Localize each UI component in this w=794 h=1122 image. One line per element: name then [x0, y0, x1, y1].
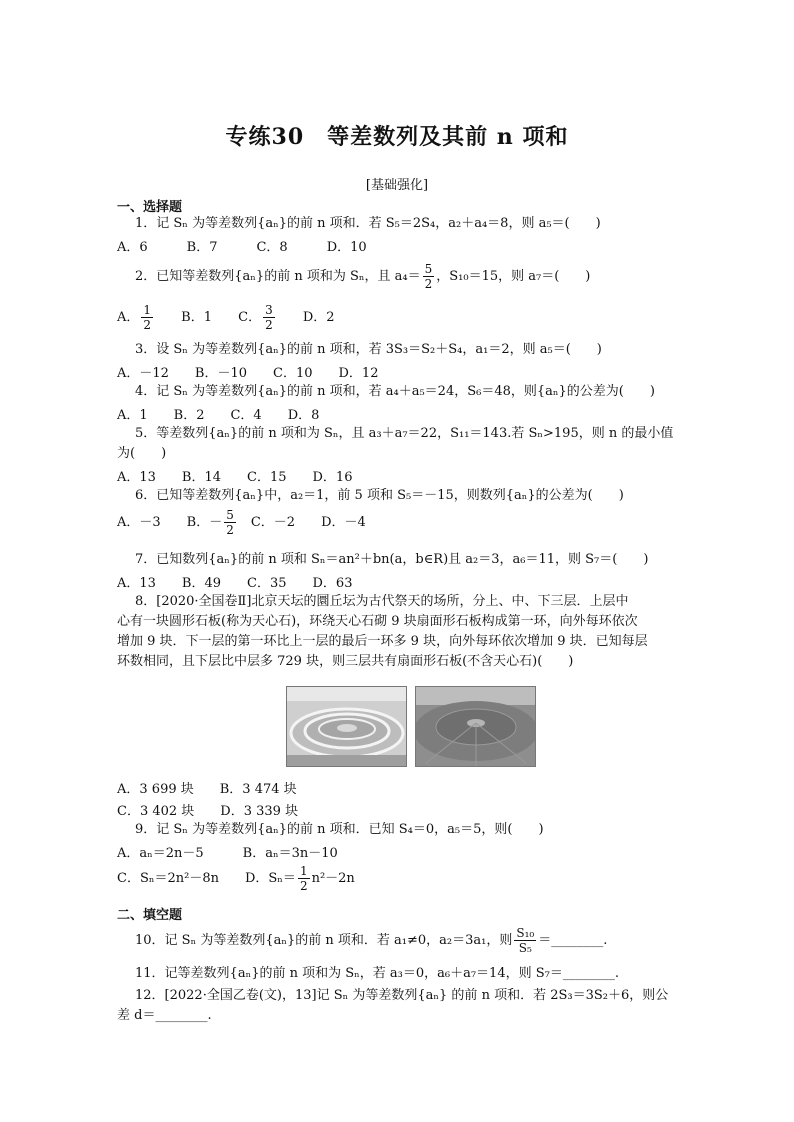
section-fill-heading: 二、填空题 — [117, 908, 183, 923]
question-3: 3．设 Sₙ 为等差数列{aₙ}的前 n 项和，若 3S₃＝S₂＋S₄，a₁＝2，则 a₅＝( ) — [135, 342, 602, 357]
option-c-and-d-label: C．Sₙ＝2n²－8n D．Sₙ＝ — [117, 871, 296, 886]
question-8-line-3: 增加 9 块．下一层的第一环比上一层的最后一环多 9 块，向外每环依次增加 9 块．已知每层 — [117, 634, 648, 649]
question-7: 7．已知数列{aₙ}的前 n 项和 Sₙ＝an²＋bn(a，b∈R)且 a₂＝3，a₆＝11，则 S₇＝( ) — [135, 552, 649, 567]
question-10-text-pre: 10．记 Sₙ 为等差数列{aₙ}的前 n 项和．若 a₁≠0，a₂＝3a₁，则 — [135, 933, 513, 948]
question-12-line-2: 差 d＝________. — [117, 1008, 212, 1023]
option-c-fraction — [263, 303, 275, 332]
option-b: B．1 — [181, 310, 212, 325]
question-4-options: A．1 B．2 C．4 D．8 — [117, 408, 320, 423]
fraction-denominator: S₅ — [518, 941, 532, 955]
fraction-denominator: 2 — [265, 318, 273, 332]
option-d: D．2 — [302, 310, 335, 325]
option-d-tail: n²－2n — [311, 871, 355, 886]
question-9-options-row-2 — [117, 864, 355, 893]
page-title: 专练30 等差数列及其前 n 项和 — [225, 124, 569, 150]
question-2-options — [117, 303, 335, 332]
question-10-fraction — [514, 926, 536, 955]
question-5-line-2: 为( ) — [117, 446, 167, 461]
question-2-text-post: ，S₁₀＝15，则 a₇＝( ) — [436, 269, 591, 284]
question-9: 9．记 Sₙ 为等差数列{aₙ}的前 n 项和．已知 S₄＝0，a₅＝5，则( ) — [135, 822, 544, 837]
altar-photo-right — [415, 686, 536, 767]
question-10 — [135, 926, 607, 955]
option-a-b-label: A．－3 B．－ — [117, 515, 223, 530]
question-7-options: A．13 B．49 C．35 D．63 — [117, 576, 353, 591]
fraction-numerator: 1 — [143, 303, 152, 317]
section-choice-heading: 一、选择题 — [117, 200, 183, 215]
option-c-d: C．－2 D．－4 — [237, 515, 366, 530]
question-2 — [135, 262, 590, 291]
question-1: 1．记 Sₙ 为等差数列{aₙ}的前 n 项和．若 S₅＝2S₄，a₂＋a₄＝8，则 a₅＝( ) — [135, 216, 601, 231]
fraction-numerator: 5 — [424, 262, 433, 276]
question-8-line-2: 心有一块圆形石板(称为天心石)，环绕天心石砌 9 块扇面形石板构成第一环，向外每环依次 — [117, 614, 638, 629]
question-9-options-row-1: A．aₙ＝2n－5 B．aₙ＝3n－10 — [117, 846, 338, 861]
altar-photo-left — [286, 686, 407, 767]
fraction-denominator: 2 — [424, 277, 433, 291]
altar-rings-image — [287, 687, 406, 766]
question-8-options-row-2: C．3 402 块 D．3 339 块 — [117, 804, 299, 819]
question-1-options: A．6 B．7 C．8 D．10 — [117, 240, 367, 255]
question-2-text-pre: 2．已知等差数列{aₙ}的前 n 项和为 Sₙ，且 a₄＝ — [135, 269, 421, 284]
option-a-fraction — [141, 303, 153, 332]
option-a-label: A． — [117, 310, 140, 325]
fraction-denominator: 2 — [226, 523, 234, 537]
option-d-fraction — [298, 864, 310, 893]
fraction-numerator: S₁₀ — [516, 926, 535, 940]
question-4: 4．记 Sₙ 为等差数列{aₙ}的前 n 项和，若 a₄＋a₅＝24，S₆＝48，则{aₙ}的公差为( ) — [135, 384, 655, 399]
question-6: 6．已知等差数列{aₙ}中，a₂＝1，前 5 项和 S₅＝－15，则数列{aₙ}的公差为( ) — [135, 488, 624, 503]
question-11: 11．记等差数列{aₙ}的前 n 项和为 Sₙ，若 a₃＝0，a₆＋a₇＝14，则 S₇＝________. — [135, 966, 619, 981]
heart-stone-image — [416, 687, 535, 766]
question-8-line-4: 环数相同，且下层比中层多 729 块，则三层共有扇面形石板(不含天心石)( ) — [117, 654, 574, 669]
question-2-fraction — [423, 262, 435, 291]
fraction-numerator: 1 — [299, 864, 308, 878]
question-3-options: A．－12 B．－10 C．10 D．12 — [117, 366, 379, 381]
option-b-fraction — [224, 508, 236, 537]
fraction-denominator: 2 — [299, 879, 308, 893]
question-8-line-1: 8．[2020·全国卷Ⅱ]北京天坛的圜丘坛为古代祭天的场所，分上、中、下三层．上层中 — [135, 594, 629, 609]
question-8-options-row-1: A．3 699 块 B．3 474 块 — [117, 782, 297, 797]
subtitle: [基础强化] — [365, 178, 429, 193]
option-c-label: C． — [238, 310, 262, 325]
fraction-numerator: 5 — [226, 508, 234, 522]
fraction-numerator: 3 — [265, 303, 273, 317]
question-6-options — [117, 508, 366, 537]
question-5-options: A．13 B．14 C．15 D．16 — [117, 470, 353, 485]
fraction-denominator: 2 — [143, 318, 152, 332]
question-12-line-1: 12．[2022·全国乙卷(文)，13]记 Sₙ 为等差数列{aₙ} 的前 n 项和．若 2S₃＝3S₂＋6，则公 — [135, 988, 669, 1003]
question-5-line-1: 5．等差数列{aₙ}的前 n 项和为 Sₙ，且 a₃＋a₇＝22，S₁₁＝143.若 Sₙ>195，则 n 的最小值 — [135, 426, 674, 441]
question-10-text-post: ＝________. — [538, 933, 608, 948]
